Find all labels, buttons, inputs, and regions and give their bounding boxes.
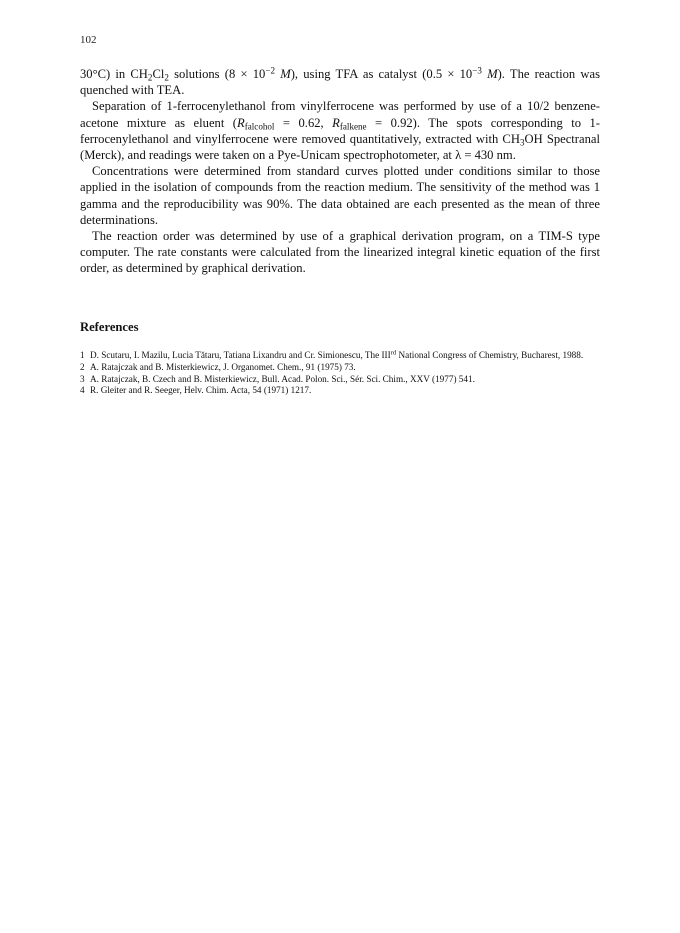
reference-number: 1 (80, 350, 85, 360)
reference-text: A. Ratajczak, B. Czech and B. Misterkiewicz, Bull. Acad. Polon. Sci., Sér. Sci. Chim., XXV (1977) 541. (90, 373, 475, 384)
reference-number: 2 (80, 361, 85, 372)
references-list (80, 350, 600, 397)
paragraph-reaction-order: The reaction order was determined by use of a graphical derivation program, on a TIM-S type computer. The rate constants were calculated from the linearized integral kinetic equation of the first order, as determined by graphical derivation. (80, 229, 600, 276)
reference-item (80, 374, 600, 386)
paragraph-concentrations: Concentrations were determined from standard curves plotted under conditions similar to those applied in the isolation of compounds from the reaction medium. The sensitivity of the method was 1 gamma and the reproducibility was 90%. The data obtained are each presented as the mean of three determinations. (80, 164, 600, 227)
paragraph-reaction-conditions (80, 66, 600, 98)
reference-item (80, 385, 600, 397)
text-run: Cl (152, 67, 165, 81)
italic-text: M (275, 67, 291, 81)
subscript (245, 121, 275, 131)
text-run: OH Spectranal (Merck), and readings were taken on a Pye-Unicam spectrophotometer, at λ = 430 nm. (80, 131, 600, 163)
reference-text: D. Scutaru, I. Mazilu, Lucia Tătaru, Tatiana Lixandru and Cr. Simionescu, The III (90, 350, 391, 360)
references-heading: References (80, 320, 139, 334)
subscript (340, 121, 367, 131)
subscript: 2 (164, 72, 169, 83)
text-run: ). The reaction was quenched with TEA. (80, 67, 601, 98)
page-number: 102 (80, 34, 97, 46)
superscript: −2 (265, 65, 276, 76)
subscript-label: alkene (342, 121, 367, 132)
reference-text: A. Ratajczak and B. Misterkiewicz, J. Organomet. Chem., 91 (1975) 73. (90, 361, 356, 372)
text-run: = 0.62, (274, 115, 333, 130)
subscript-f: f (244, 121, 248, 132)
text-run: = 0.92). The spots corresponding to 1-ferrocenylethanol and vinylferrocene were removed quantitatively, extracted with CH (80, 115, 600, 146)
reference-number: 3 (80, 373, 85, 384)
subscript: 2 (147, 72, 153, 83)
superscript: rd (390, 349, 397, 357)
reference-text: National Congress of Chemistry, Bucharest, 1988. (396, 350, 584, 360)
superscript: −3 (472, 65, 482, 76)
text-run: ), using TFA as catalyst (0.5 × 10 (290, 67, 473, 81)
paragraph-separation (80, 98, 600, 163)
subscript-label: alcohol (247, 121, 275, 132)
text-run: solutions (8 × 10 (168, 67, 266, 81)
reference-item (80, 362, 600, 374)
reference-text: R. Gleiter and R. Seeger, Helv. Chim. Acta, 54 (1971) 1217. (90, 385, 312, 396)
italic-text: M (481, 67, 498, 81)
reference-number: 4 (80, 385, 85, 396)
reference-item (80, 350, 600, 362)
body-text (80, 66, 600, 277)
subscript-f: f (339, 121, 343, 132)
italic-text: R (237, 115, 245, 130)
subscript: 3 (519, 137, 525, 148)
text-run: 30°C) in CH (80, 67, 148, 81)
italic-text: R (332, 115, 340, 130)
text-run: Separation of 1-ferrocenylethanol from vinylferrocene was performed by use of a 10/2 benzene-acetone mixture as eluent ( (80, 99, 600, 130)
